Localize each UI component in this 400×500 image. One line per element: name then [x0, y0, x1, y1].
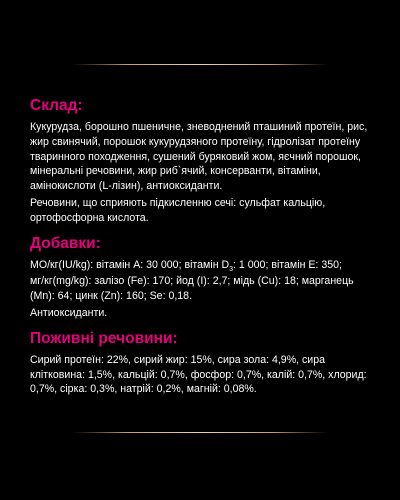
- vitamins-text: [30, 258, 375, 273]
- additives-heading: Добавки:: [30, 234, 101, 252]
- vitamin-d-subscript: 3: [229, 265, 234, 273]
- ingredients-text: Кукурудза, борошно пшеничне, зневоднений пташиний протеїн, рис, жир свинячий, порошок кукурудзяного протеїну, гідролізат протеїну тваринного походження, сушений буряковий жом, яєчний порошок, мінеральні речовини, жир риб`ячий, консерванти, вітаміни, амінокислоти (L-лізин), антиоксиданти.: [30, 121, 368, 193]
- acidifiers-text: Речовини, що сприяють підкисленню сечі: сульфат кальцію, ортофосфорна кислота.: [30, 196, 326, 224]
- nutrients-section: [30, 329, 375, 397]
- composition-heading: Склад:: [30, 97, 83, 114]
- bottom-gold-divider: [72, 432, 328, 433]
- label-text-block: [30, 96, 375, 397]
- additives-section: [30, 234, 375, 321]
- nutrients-heading: Поживні речовини:: [30, 329, 178, 347]
- minerals-text: мг/кг(mg/kg): залізо (Fe): 170; йод (I): 2,7; мідь (Cu): 18; марганець (Mn): 64; цинк (Zn): 160; Se: 0,18.: [30, 275, 354, 303]
- nutrients-text: Сирий протеїн: 22%, сирий жир: 15%, сира зола: 4,9%, сира клітковина: 1,5%, кальцій: 0,7%, фосфор: 0,7%, калій: 0,7%, хлорид: 0,7%, сірка: 0,3%, натрій: 0,2%, магній: 0,08%.: [30, 353, 367, 396]
- composition-section: [30, 96, 375, 226]
- vitamins-suffix: : 1 000; вітамін Е: 350;: [233, 258, 342, 271]
- vitamins-prefix: МО/кг(IU/kg): вітамін А: 30 000; вітамін D: [30, 258, 230, 271]
- top-gold-divider: [72, 64, 328, 65]
- antioxidants-text: Антиоксиданти.: [30, 306, 108, 319]
